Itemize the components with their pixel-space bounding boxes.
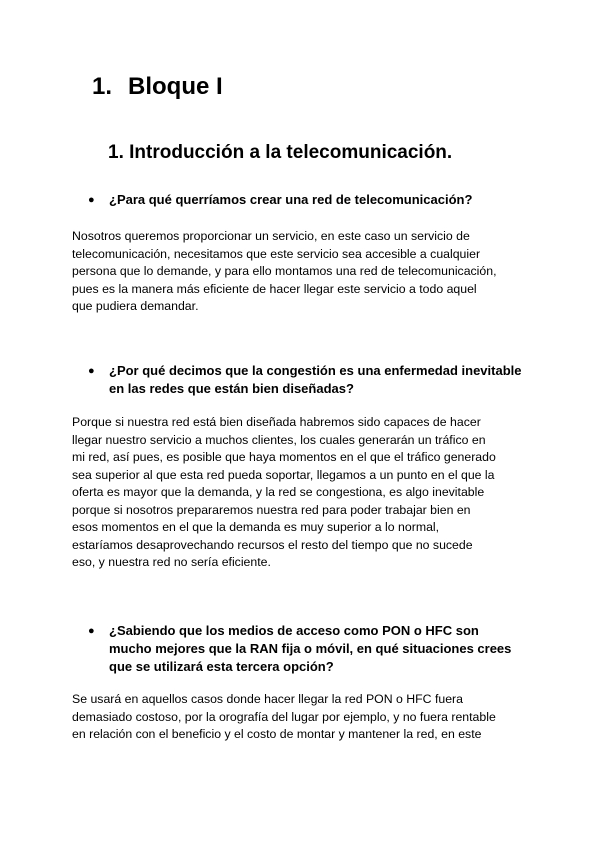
question-line: que se utilizará esta tercera opción? [109,659,334,674]
question-text [109,191,528,209]
question-3 [88,622,528,676]
answer-line: en relación con el beneficio y el costo de montar y mantener la red, en este [72,727,482,741]
question-line: ¿Para qué querríamos crear una red de telecomunicación? [109,192,473,207]
question-1 [88,191,528,209]
answer-line: oferta es mayor que la demanda, y la red se congestiona, es algo inevitable [72,485,485,499]
answer-1 [72,228,528,316]
answer-3 [72,691,528,744]
answer-line: eso, y nuestra red no sería eficiente. [72,555,271,569]
question-line: mucho mejores que la RAN fija o móvil, en qué situaciones crees [109,641,512,656]
answer-line: pues es la manera más eficiente de hacer llegar este servicio a todo aquel [72,281,477,296]
question-line: ¿Por qué decimos que la congestión es una enfermedad inevitable [109,363,522,378]
answer-line: porque si nosotros prepararemos nuestra red para poder trabajar bien en [72,502,471,517]
answer-line: sea superior al que esta red pueda soportar, llegamos a un punto en el que la [72,467,495,482]
heading-bloque [92,72,223,102]
question-text [109,362,528,398]
answer-line: persona que lo demande, y para ello montamos una red de telecomunicación, [72,264,497,278]
answer-line: telecomunicación, necesitamos que este servicio sea accesible a cualquier [72,246,481,261]
answer-line: que pudiera demandar. [72,299,199,313]
heading-title: Bloque I [128,73,223,100]
bullet-icon: ● [88,194,95,206]
answer-line: Se usará en aquellos casos donde hacer llegar la red PON o HFC fuera [72,692,463,706]
answer-line: mi red, así pues, es posible que haya momentos en el que el tráfico generado [72,450,496,464]
answer-2 [72,414,528,572]
bullet-icon: ● [88,365,95,377]
answer-line: demasiado costoso, por la orografía del lugar por ejemplo, y no fuera rentable [72,709,496,724]
question-text [109,622,528,676]
subheading-introduccion: 1. Introducción a la telecomunicación. [108,142,453,163]
answer-line: esos momentos en el que la demanda es muy superior a lo normal, [72,520,440,534]
answer-line: Porque si nuestra red está bien diseñada habremos sido capaces de hacer [72,415,481,429]
heading-number: 1. [92,73,113,100]
question-line: ¿Sabiendo que los medios de acceso como PON o HFC son [109,623,479,638]
question-2 [88,362,528,398]
answer-line: llegar nuestro servicio a muchos clientes, los cuales generarán un tráfico en [72,432,486,447]
question-line: en las redes que están bien diseñadas? [109,381,354,396]
answer-line: Nosotros queremos proporcionar un servicio, en este caso un servicio de [72,229,470,243]
answer-line: estaríamos desaprovechando recursos el resto del tiempo que no sucede [72,537,473,552]
bullet-icon: ● [88,625,95,637]
